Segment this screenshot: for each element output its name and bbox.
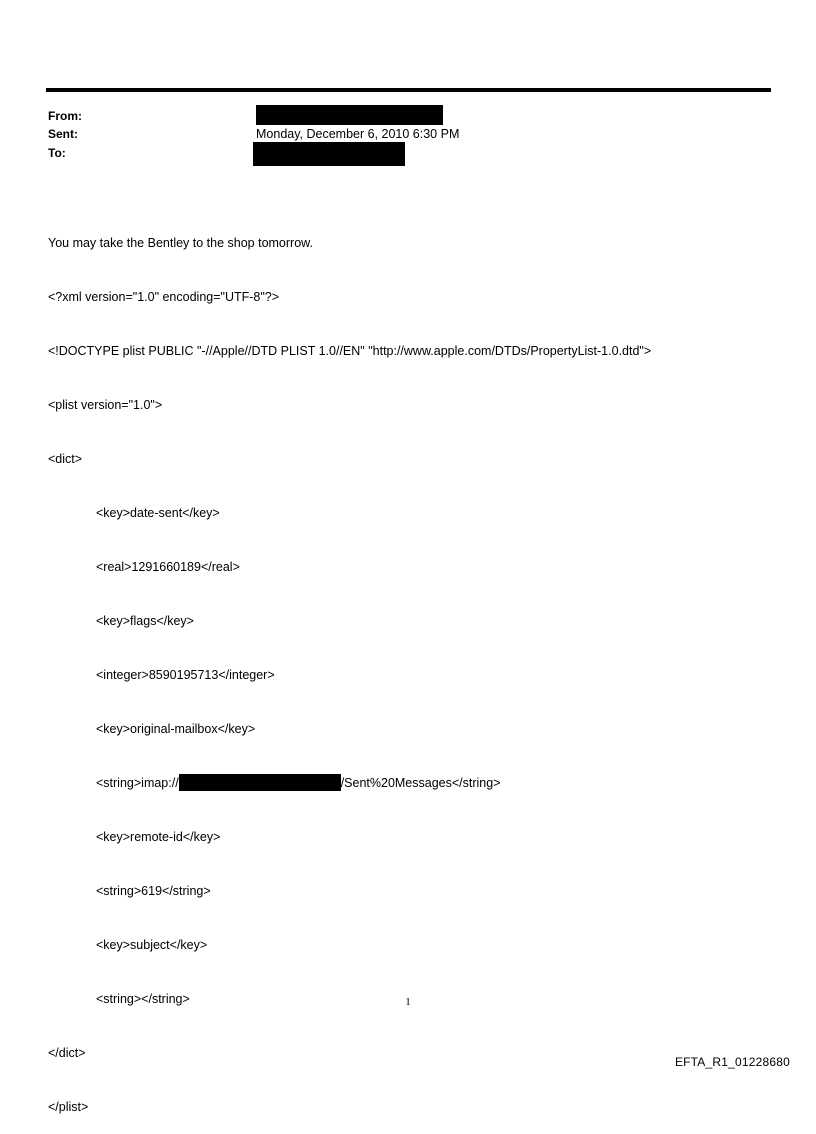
plist-mailbox-line	[48, 774, 651, 792]
plist-line: </plist>	[48, 1100, 89, 1114]
imap-suffix: /Sent%20Messages</string>	[340, 776, 501, 790]
plist-line: <real>1291660189</real>	[96, 560, 240, 574]
plist-line: <string></string>	[96, 992, 190, 1006]
message-text: You may take the Bentley to the shop tomorrow.	[48, 236, 313, 250]
plist-line: <key>flags</key>	[96, 614, 194, 628]
plist-line: <key>original-mailbox</key>	[96, 722, 256, 736]
mailbox-redaction	[179, 774, 341, 791]
plist-line: <string>619</string>	[96, 884, 211, 898]
plist-line: <integer>8590195713</integer>	[96, 668, 275, 682]
sent-label: Sent:	[48, 127, 78, 141]
to-label: To:	[48, 146, 66, 160]
bates-number: EFTA_R1_01228680	[674, 1055, 790, 1069]
plist-line: <!DOCTYPE plist PUBLIC "-//Apple//DTD PLIST 1.0//EN" "http://www.apple.com/DTDs/PropertyList-1.0.dtd">	[48, 344, 652, 358]
plist-line: <key>remote-id</key>	[96, 830, 221, 844]
plist-line: </dict>	[48, 1046, 86, 1060]
plist-line: <key>date-sent</key>	[96, 506, 220, 520]
page-number: 1	[405, 996, 411, 1008]
to-redaction	[253, 142, 405, 166]
email-body	[48, 198, 651, 1134]
sent-value: Monday, December 6, 2010 6:30 PM	[256, 127, 460, 141]
plist-line: <plist version="1.0">	[48, 398, 163, 412]
plist-line: <key>subject</key>	[96, 938, 208, 952]
from-redaction	[256, 105, 443, 125]
plist-line: <?xml version="1.0" encoding="UTF-8"?>	[48, 290, 280, 304]
imap-prefix: <string>imap://	[96, 776, 179, 790]
from-label: From:	[48, 109, 82, 123]
plist-line: <dict>	[48, 452, 83, 466]
header-divider	[46, 88, 771, 92]
